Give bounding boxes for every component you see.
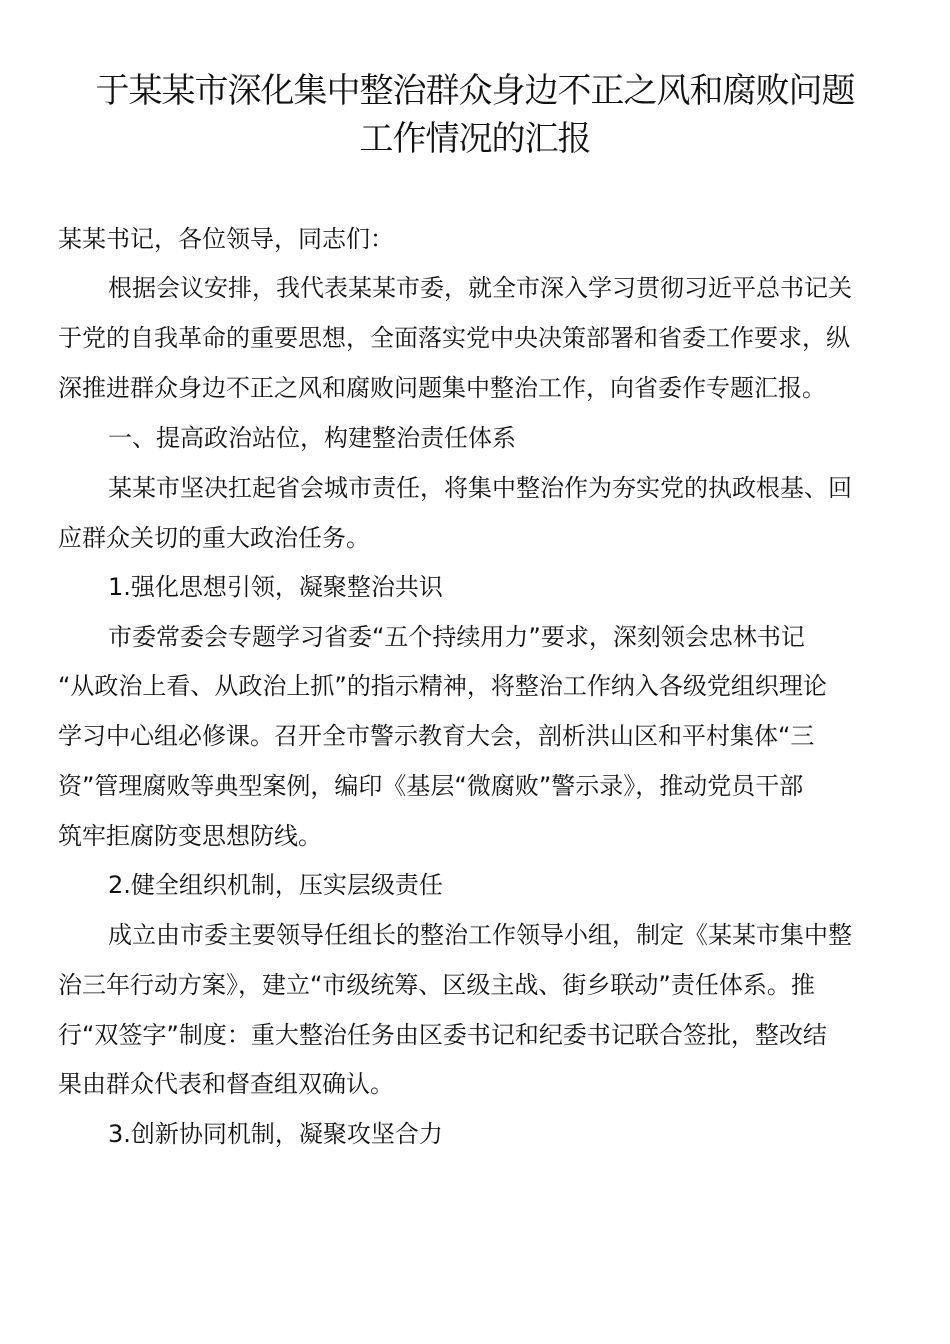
document-title-line-2: 工作情况的汇报 bbox=[359, 119, 591, 159]
paragraph-line: 学习中心组必修课。召开全市警示教育大会，剖析洪山区和平村集体“三 bbox=[58, 722, 815, 750]
paragraph-line: 行“双签字”制度：重大整治任务由区委书记和纪委书记联合签批，整改结 bbox=[58, 1021, 827, 1049]
paragraph-line: 应群众关切的重大政治任务。 bbox=[58, 524, 370, 552]
subsection-heading: 1.强化思想引领，凝聚整治共识 bbox=[108, 573, 443, 601]
document-title-line-1: 于某某市深化集中整治群众身边不正之风和腐败问题 bbox=[95, 71, 855, 111]
section-heading: 一、提高政治站位，构建整治责任体系 bbox=[108, 424, 516, 452]
salutation: 某某书记，各位领导，同志们： bbox=[58, 225, 394, 253]
subsection-heading: 2.健全组织机制，压实层级责任 bbox=[108, 871, 443, 899]
paragraph-line: 果由群众代表和督查组双确认。 bbox=[58, 1070, 394, 1098]
paragraph-line: 于党的自我革命的重要思想，全面落实党中央决策部署和省委工作要求，纵 bbox=[58, 324, 850, 352]
paragraph-line: “从政治上看、从政治上抓”的指示精神，将整治工作纳入各级党组织理论 bbox=[58, 672, 827, 700]
paragraph-line: 某某市坚决扛起省会城市责任，将集中整治作为夯实党的执政根基、回 bbox=[108, 474, 852, 502]
paragraph-line: 筑牢拒腐防变思想防线。 bbox=[58, 822, 322, 850]
paragraph-line: 深推进群众身边不正之风和腐败问题集中整治工作，向省委作专题汇报。 bbox=[58, 374, 826, 402]
paragraph-line: 资”管理腐败等典型案例，编印《基层“微腐败”警示录》，推动党员干部 bbox=[58, 772, 804, 800]
subsection-heading: 3.创新协同机制，凝聚攻坚合力 bbox=[108, 1120, 443, 1148]
paragraph-line: 成立由市委主要领导任组长的整治工作领导小组，制定《某某市集中整 bbox=[108, 921, 852, 949]
paragraph-line: 治三年行动方案》，建立“市级统筹、区级主战、街乡联动”责任体系。推 bbox=[58, 971, 815, 999]
paragraph-line: 市委常委会专题学习省委“五个持续用力”要求，深刻领会忠林书记 bbox=[108, 623, 805, 651]
paragraph-line: 根据会议安排，我代表某某市委，就全市深入学习贯彻习近平总书记关 bbox=[108, 274, 852, 302]
